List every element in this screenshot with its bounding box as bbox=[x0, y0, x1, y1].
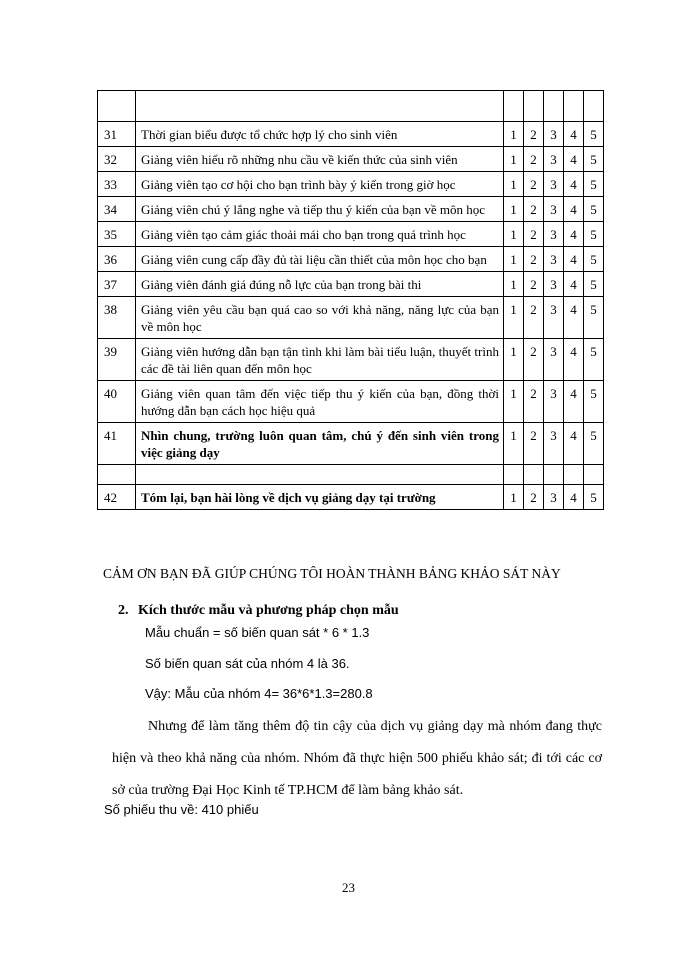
rating-option: 2 bbox=[524, 339, 544, 381]
rating-option: 2 bbox=[524, 122, 544, 147]
table-row bbox=[98, 339, 604, 381]
question-text: Giảng viên cung cấp đầy đủ tài liệu cần thiết của môn học cho bạn bbox=[136, 247, 504, 272]
table-row bbox=[98, 465, 604, 485]
rating-option: 1 bbox=[504, 172, 524, 197]
rating-option: 5 bbox=[584, 381, 604, 423]
question-number: 32 bbox=[98, 147, 136, 172]
rating-option bbox=[564, 465, 584, 485]
question-number: 33 bbox=[98, 172, 136, 197]
rating-option: 3 bbox=[544, 381, 564, 423]
rating-option: 3 bbox=[544, 485, 564, 510]
survey-table bbox=[97, 90, 604, 510]
rating-option bbox=[584, 91, 604, 122]
question-number: 31 bbox=[98, 122, 136, 147]
question-text: Giảng viên hiểu rõ những nhu cầu về kiến thức của sinh viên bbox=[136, 147, 504, 172]
rating-option: 1 bbox=[504, 147, 524, 172]
rating-option bbox=[524, 465, 544, 485]
page-number: 23 bbox=[342, 880, 355, 895]
question-text: Giảng viên quan tâm đến việc tiếp thu ý kiến của bạn, đồng thời hướng dẫn bạn cách học hiệu quả bbox=[136, 381, 504, 423]
rating-option: 4 bbox=[564, 297, 584, 339]
question-number: 35 bbox=[98, 222, 136, 247]
table-row bbox=[98, 381, 604, 423]
rating-option: 1 bbox=[504, 272, 524, 297]
rating-option: 3 bbox=[544, 297, 564, 339]
body-paragraph-text: Nhưng để làm tăng thêm độ tin cậy của dịch vụ giảng dạy mà nhóm đang thực hiện và theo khả năng của nhóm. Nhóm đã thực hiện 500 phiếu khảo sát; đi tới các cơ sở của trường Đại Học Kinh tế TP.HCM để làm bảng khảo sát. bbox=[112, 719, 602, 798]
table-row bbox=[98, 247, 604, 272]
rating-option: 1 bbox=[504, 485, 524, 510]
section-heading bbox=[118, 603, 399, 619]
rating-option: 2 bbox=[524, 247, 544, 272]
rating-option: 5 bbox=[584, 222, 604, 247]
table-row bbox=[98, 297, 604, 339]
question-number bbox=[98, 465, 136, 485]
question-number: 34 bbox=[98, 197, 136, 222]
rating-option bbox=[584, 465, 604, 485]
rating-option: 1 bbox=[504, 247, 524, 272]
rating-option: 4 bbox=[564, 197, 584, 222]
rating-option: 2 bbox=[524, 147, 544, 172]
rating-option: 5 bbox=[584, 485, 604, 510]
rating-option bbox=[524, 91, 544, 122]
table-row bbox=[98, 91, 604, 122]
question-number: 40 bbox=[98, 381, 136, 423]
question-text: Giảng viên yêu cầu bạn quá cao so với khả năng, năng lực của bạn về môn học bbox=[136, 297, 504, 339]
question-text bbox=[136, 91, 504, 122]
question-text: Giảng viên đánh giá đúng nỗ lực của bạn trong bài thi bbox=[136, 272, 504, 297]
rating-option: 2 bbox=[524, 297, 544, 339]
rating-option: 4 bbox=[564, 247, 584, 272]
formula-result: Vậy: Mẫu của nhóm 4= 36*6*1.3=280.8 bbox=[145, 686, 373, 701]
rating-option bbox=[544, 465, 564, 485]
question-number: 38 bbox=[98, 297, 136, 339]
rating-option: 3 bbox=[544, 172, 564, 197]
rating-option: 5 bbox=[584, 247, 604, 272]
rating-option: 4 bbox=[564, 172, 584, 197]
table-row bbox=[98, 485, 604, 510]
rating-option: 4 bbox=[564, 423, 584, 465]
question-text: Giảng viên chú ý lắng nghe và tiếp thu ý kiến của bạn về môn học bbox=[136, 197, 504, 222]
rating-option: 5 bbox=[584, 172, 604, 197]
rating-option: 5 bbox=[584, 272, 604, 297]
rating-option: 2 bbox=[524, 381, 544, 423]
rating-option: 1 bbox=[504, 423, 524, 465]
rating-option: 3 bbox=[544, 272, 564, 297]
rating-option: 1 bbox=[504, 381, 524, 423]
question-number: 41 bbox=[98, 423, 136, 465]
rating-option: 1 bbox=[504, 222, 524, 247]
section-title: Kích thước mẫu và phương pháp chọn mẫu bbox=[138, 603, 399, 618]
rating-option: 2 bbox=[524, 485, 544, 510]
table-row bbox=[98, 423, 604, 465]
rating-option: 3 bbox=[544, 147, 564, 172]
rating-option: 3 bbox=[544, 423, 564, 465]
question-text: Giảng viên tạo cơ hội cho bạn trình bày ý kiến trong giờ học bbox=[136, 172, 504, 197]
rating-option: 5 bbox=[584, 197, 604, 222]
table-row bbox=[98, 197, 604, 222]
question-text bbox=[136, 465, 504, 485]
formula-sample-size: Mẫu chuẩn = số biến quan sát * 6 * 1.3 bbox=[145, 625, 370, 640]
rating-option: 3 bbox=[544, 122, 564, 147]
section-number: 2. bbox=[118, 603, 129, 618]
rating-option bbox=[564, 91, 584, 122]
rating-option: 3 bbox=[544, 247, 564, 272]
rating-option: 3 bbox=[544, 222, 564, 247]
rating-option: 5 bbox=[584, 147, 604, 172]
question-text: Giảng viên hướng dẫn bạn tận tình khi làm bài tiểu luận, thuyết trình các đề tài liên quan đến môn học bbox=[136, 339, 504, 381]
formula-variable-count: Số biến quan sát của nhóm 4 là 36. bbox=[145, 656, 350, 671]
rating-option: 2 bbox=[524, 222, 544, 247]
rating-option: 4 bbox=[564, 272, 584, 297]
rating-option bbox=[504, 91, 524, 122]
question-number: 36 bbox=[98, 247, 136, 272]
rating-option: 3 bbox=[544, 339, 564, 381]
question-number: 42 bbox=[98, 485, 136, 510]
rating-option: 4 bbox=[564, 147, 584, 172]
rating-option: 3 bbox=[544, 197, 564, 222]
table-row bbox=[98, 222, 604, 247]
table-row bbox=[98, 272, 604, 297]
body-paragraph bbox=[112, 711, 602, 807]
rating-option: 4 bbox=[564, 381, 584, 423]
question-text: Tóm lại, bạn hài lòng về dịch vụ giảng dạy tại trường bbox=[136, 485, 504, 510]
rating-option: 4 bbox=[564, 122, 584, 147]
rating-option: 5 bbox=[584, 339, 604, 381]
question-number bbox=[98, 91, 136, 122]
question-number: 39 bbox=[98, 339, 136, 381]
rating-option: 5 bbox=[584, 122, 604, 147]
rating-option: 1 bbox=[504, 297, 524, 339]
question-number: 37 bbox=[98, 272, 136, 297]
table-row bbox=[98, 122, 604, 147]
table-row bbox=[98, 172, 604, 197]
thank-you-line: CẢM ƠN BẠN ĐÃ GIÚP CHÚNG TÔI HOÀN THÀNH BẢNG KHẢO SÁT NÀY bbox=[103, 566, 561, 581]
rating-option: 5 bbox=[584, 423, 604, 465]
rating-option: 4 bbox=[564, 222, 584, 247]
question-text: Giảng viên tạo cảm giác thoải mái cho bạn trong quá trình học bbox=[136, 222, 504, 247]
rating-option bbox=[504, 465, 524, 485]
table-row bbox=[98, 147, 604, 172]
rating-option: 1 bbox=[504, 339, 524, 381]
rating-option bbox=[544, 91, 564, 122]
rating-option: 2 bbox=[524, 172, 544, 197]
collected-count: Số phiếu thu về: 410 phiếu bbox=[104, 802, 259, 817]
rating-option: 4 bbox=[564, 485, 584, 510]
rating-option: 2 bbox=[524, 197, 544, 222]
rating-option: 1 bbox=[504, 197, 524, 222]
question-text: Nhìn chung, trường luôn quan tâm, chú ý đến sinh viên trong việc giảng dạy bbox=[136, 423, 504, 465]
rating-option: 5 bbox=[584, 297, 604, 339]
rating-option: 2 bbox=[524, 272, 544, 297]
rating-option: 1 bbox=[504, 122, 524, 147]
question-text: Thời gian biểu được tổ chức hợp lý cho sinh viên bbox=[136, 122, 504, 147]
rating-option: 2 bbox=[524, 423, 544, 465]
rating-option: 4 bbox=[564, 339, 584, 381]
